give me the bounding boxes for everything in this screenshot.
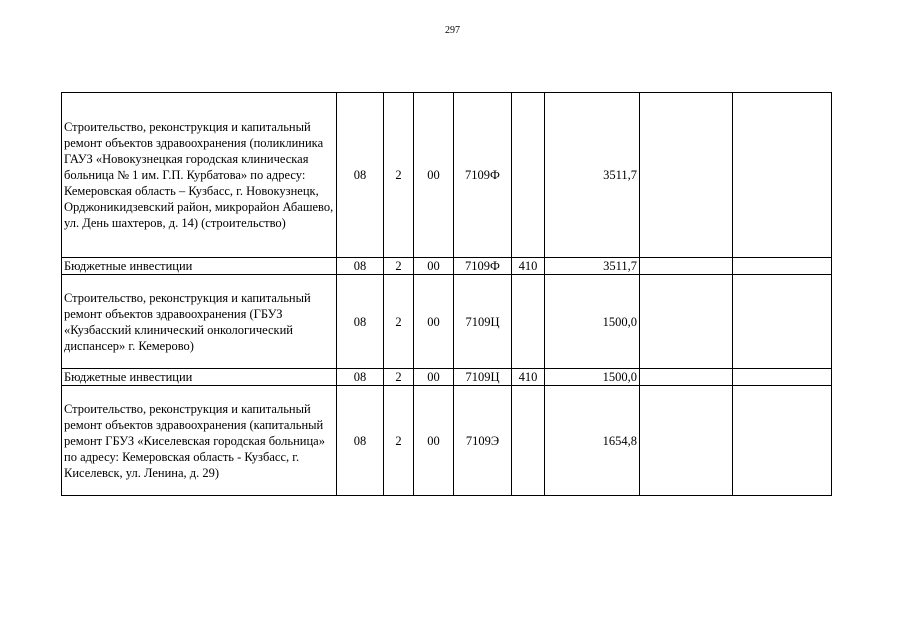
empty-cell	[733, 386, 832, 496]
amount: 3511,7	[545, 258, 640, 275]
table-row	[62, 93, 832, 258]
expense-type-code	[512, 386, 545, 496]
empty-cell	[640, 258, 733, 275]
program-code: 00	[414, 93, 454, 258]
table-row	[62, 258, 832, 275]
subsection-code: 2	[384, 275, 414, 369]
table-row	[62, 369, 832, 386]
row-name: Строительство, реконструкция и капитальный ремонт объектов здравоохранения (поликлиника ГАУЗ «Новокузнецкая городская клиническая больница № 1 им. Г.П. Курбатова» по адресу: Кемеровская область – Кузбасс, г. Новокузнецк, Орджоникидзевский район, микрорайон Абашево, ул. День шахтеров, д. 14) (строительство)	[62, 93, 337, 258]
expense-type-code	[512, 93, 545, 258]
page-number: 297	[445, 25, 460, 36]
article-code: 7109Ц	[454, 275, 512, 369]
amount: 1500,0	[545, 369, 640, 386]
row-name: Строительство, реконструкция и капитальный ремонт объектов здравоохранения (капитальный ремонт ГБУЗ «Киселевская городская больница» по адресу: Кемеровская область - Кузбасс, г. Киселевск, ул. Ленина, д. 29)	[62, 386, 337, 496]
amount: 3511,7	[545, 93, 640, 258]
subsection-code: 2	[384, 258, 414, 275]
empty-cell	[640, 93, 733, 258]
row-name: Бюджетные инвестиции	[62, 258, 337, 275]
empty-cell	[733, 275, 832, 369]
subsection-code: 2	[384, 93, 414, 258]
row-name: Бюджетные инвестиции	[62, 369, 337, 386]
empty-cell	[640, 275, 733, 369]
program-code: 00	[414, 258, 454, 275]
expense-type-code	[512, 275, 545, 369]
amount: 1500,0	[545, 275, 640, 369]
empty-cell	[640, 369, 733, 386]
table-row	[62, 275, 832, 369]
section-code: 08	[337, 258, 384, 275]
program-code: 00	[414, 386, 454, 496]
subsection-code: 2	[384, 369, 414, 386]
budget-table	[61, 92, 832, 496]
subsection-code: 2	[384, 386, 414, 496]
empty-cell	[640, 386, 733, 496]
table-row	[62, 386, 832, 496]
section-code: 08	[337, 275, 384, 369]
article-code: 7109Ф	[454, 93, 512, 258]
program-code: 00	[414, 275, 454, 369]
program-code: 00	[414, 369, 454, 386]
expense-type-code: 410	[512, 369, 545, 386]
empty-cell	[733, 369, 832, 386]
amount: 1654,8	[545, 386, 640, 496]
empty-cell	[733, 258, 832, 275]
article-code: 7109Э	[454, 386, 512, 496]
row-name: Строительство, реконструкция и капитальный ремонт объектов здравоохранения (ГБУЗ «Кузбасский клинический онкологический диспансер» г. Кемерово)	[62, 275, 337, 369]
section-code: 08	[337, 369, 384, 386]
article-code: 7109Ц	[454, 369, 512, 386]
article-code: 7109Ф	[454, 258, 512, 275]
section-code: 08	[337, 386, 384, 496]
expense-type-code: 410	[512, 258, 545, 275]
section-code: 08	[337, 93, 384, 258]
empty-cell	[733, 93, 832, 258]
